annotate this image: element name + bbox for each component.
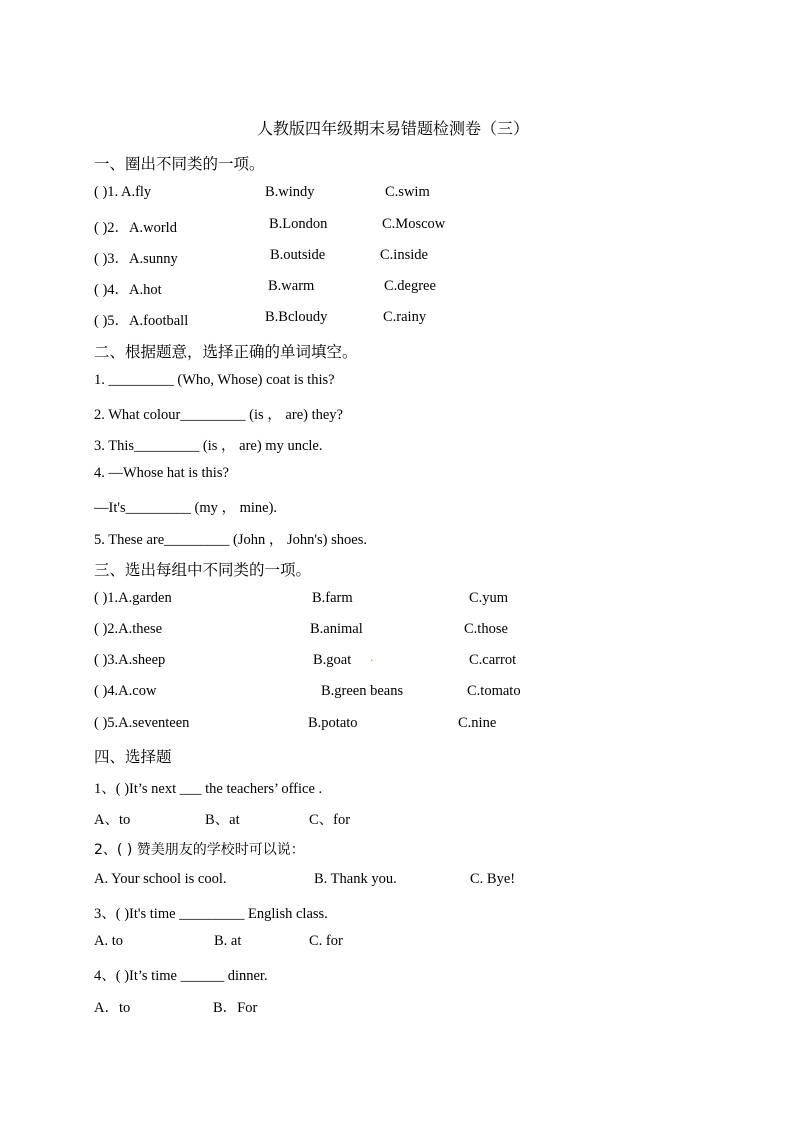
option-c: C.those	[464, 621, 508, 637]
item-number: ( )3．A.sunny	[94, 251, 178, 267]
option-c: C. for	[309, 933, 343, 949]
option-b: B.windy	[265, 184, 315, 200]
question-4: 4、( )It’s time ______ dinner.	[94, 968, 268, 984]
option-c: C.nine	[458, 715, 497, 731]
section2-heading: 二、根据题意，选择正确的单词填空。	[94, 343, 358, 361]
item-number: ( )4.A.cow	[94, 683, 157, 699]
item-number: ( )1. A.fly	[94, 184, 152, 200]
option-b: B.outside	[270, 247, 326, 263]
option-a: A. Your school is cool.	[94, 871, 227, 887]
option-b: B.farm	[312, 590, 353, 606]
item-number: ( )2．A.world	[94, 220, 177, 236]
fill-blank-line: —It's_________ (my ， mine).	[94, 500, 278, 516]
fill-blank-line: 2. What colour_________ (is ， are) they?	[94, 407, 343, 423]
stray-mark: .	[370, 650, 374, 665]
option-c: C.carrot	[469, 652, 517, 668]
option-b: B.green beans	[321, 683, 404, 699]
option-c: C.degree	[384, 278, 436, 294]
option-c: C.yum	[469, 590, 509, 606]
option-b: B. Thank you.	[314, 871, 397, 887]
item-number: ( )1.A.garden	[94, 590, 172, 606]
option-c: C.swim	[385, 184, 430, 200]
option-b: B.warm	[268, 278, 315, 294]
option-b: B.Bcloudy	[265, 309, 328, 325]
question-3: 3、( )It's time _________ English class.	[94, 906, 328, 922]
question-1: 1、( )It’s next ___ the teachers’ office .	[94, 781, 323, 797]
option-c: C.tomato	[467, 683, 521, 699]
section1-heading: 一、圈出不同类的一项。	[94, 155, 265, 173]
option-c: C. Bye!	[470, 871, 516, 887]
option-c: C.Moscow	[382, 216, 446, 232]
question-2: 2、( ) 赞美朋友的学校时可以说：	[94, 842, 305, 858]
option-b: B．For	[213, 1000, 258, 1016]
option-b: B.goat	[313, 652, 352, 668]
item-number: ( )3.A.sheep	[94, 652, 166, 668]
option-b: B.animal	[310, 621, 363, 637]
option-a: A、to	[94, 812, 131, 828]
option-b: B. at	[214, 933, 242, 949]
option-c: C.rainy	[383, 309, 427, 325]
item-number: ( )4．A.hot	[94, 282, 162, 298]
page-title: 人教版四年级期末易错题检测卷（三）	[256, 119, 529, 138]
option-c: C、for	[309, 812, 351, 828]
option-b: B.London	[269, 216, 328, 232]
option-a: A．to	[94, 1000, 131, 1016]
option-b: B、at	[205, 812, 240, 828]
section3-heading: 三、选出每组中不同类的一项。	[94, 561, 312, 579]
section4-heading: 四、选择题	[94, 748, 172, 766]
option-b: B.potato	[308, 715, 358, 731]
fill-blank-line: 3. This_________ (is ， are) my uncle.	[94, 438, 323, 454]
option-a: A. to	[94, 933, 123, 949]
item-number: ( )5.A.seventeen	[94, 715, 190, 731]
option-c: C.inside	[380, 247, 428, 263]
fill-blank-line: 4. —Whose hat is this?	[94, 465, 229, 481]
fill-blank-line: 5. These are_________ (John ， John's) shoes.	[94, 532, 367, 548]
fill-blank-line: 1. _________ (Who, Whose) coat is this?	[94, 372, 335, 388]
item-number: ( )5．A.football	[94, 313, 189, 329]
item-number: ( )2.A.these	[94, 621, 163, 637]
